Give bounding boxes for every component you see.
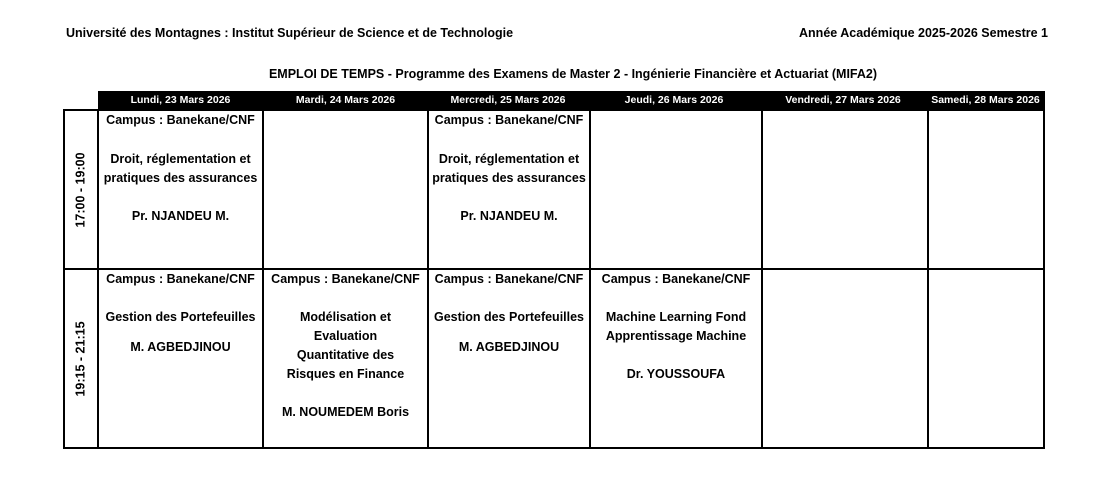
- exam-cell-thu-2: [591, 270, 761, 384]
- time-slot-1: [66, 111, 96, 268]
- day-header-fri: Vendredi, 27 Mars 2026: [785, 94, 901, 106]
- day-header-mon: Lundi, 23 Mars 2026: [130, 94, 231, 106]
- exam-cell-wed-1: [429, 111, 589, 226]
- institution-header: Université des Montagnes : Institut Supérieur de Science et de Technologie: [66, 26, 514, 40]
- course-name: Machine Learning Fond Apprentissage Machine: [605, 310, 747, 343]
- time-label: 17:00 - 19:00: [74, 151, 88, 228]
- teacher-name: M. AGBEDJINOU: [130, 340, 231, 354]
- schedule-title: EMPLOI DE TEMPS - Programme des Examens de Master 2 - Ingénierie Financière et Actuariat (MIFA2): [268, 67, 878, 81]
- exam-cell-mon-1: [99, 111, 262, 226]
- academic-year-header: Année Académique 2025-2026 Semestre 1: [799, 26, 1048, 40]
- campus-label: Campus : Banekane/CNF: [106, 113, 255, 127]
- day-header-thu: Jeudi, 26 Mars 2026: [624, 94, 724, 106]
- campus-label: Campus : Banekane/CNF: [106, 272, 255, 286]
- exam-cell-tue-2: [264, 270, 427, 422]
- campus-label: Campus : Banekane/CNF: [601, 272, 751, 286]
- teacher-name: M. AGBEDJINOU: [458, 340, 560, 354]
- course-name: Gestion des Portefeuilles: [105, 310, 256, 324]
- course-name: Droit, réglementation et pratiques des assurances: [432, 152, 586, 185]
- exam-cell-wed-2: [429, 270, 589, 357]
- grid-line: [63, 447, 1045, 449]
- course-name: Modélisation et Evaluation Quantitative des Risques en Finance: [286, 310, 405, 381]
- campus-label: Campus : Banekane/CNF: [434, 113, 584, 127]
- day-header-sat: Samedi, 28 Mars 2026: [931, 94, 1040, 106]
- grid-line: [63, 109, 65, 449]
- course-name: Droit, réglementation et pratiques des assurances: [103, 152, 258, 185]
- teacher-name: Pr. NJANDEU M.: [460, 209, 558, 223]
- day-header-wed: Mercredi, 25 Mars 2026: [450, 94, 566, 106]
- grid-line: [927, 109, 929, 449]
- grid-line: [1043, 109, 1045, 449]
- teacher-name: M. NOUMEDEM Boris: [281, 405, 410, 419]
- day-header-tue: Mardi, 24 Mars 2026: [295, 94, 396, 106]
- exam-cell-mon-2: [99, 270, 262, 357]
- time-label: 19:15 - 21:15: [74, 320, 88, 397]
- teacher-name: Dr. YOUSSOUFA: [626, 367, 726, 381]
- grid-line: [761, 109, 763, 449]
- day-header-row: [98, 91, 1045, 109]
- teacher-name: Pr. NJANDEU M.: [131, 209, 230, 223]
- campus-label: Campus : Banekane/CNF: [271, 272, 420, 286]
- course-name: Gestion des Portefeuilles: [433, 310, 585, 324]
- campus-label: Campus : Banekane/CNF: [434, 272, 584, 286]
- time-slot-2: [66, 270, 96, 447]
